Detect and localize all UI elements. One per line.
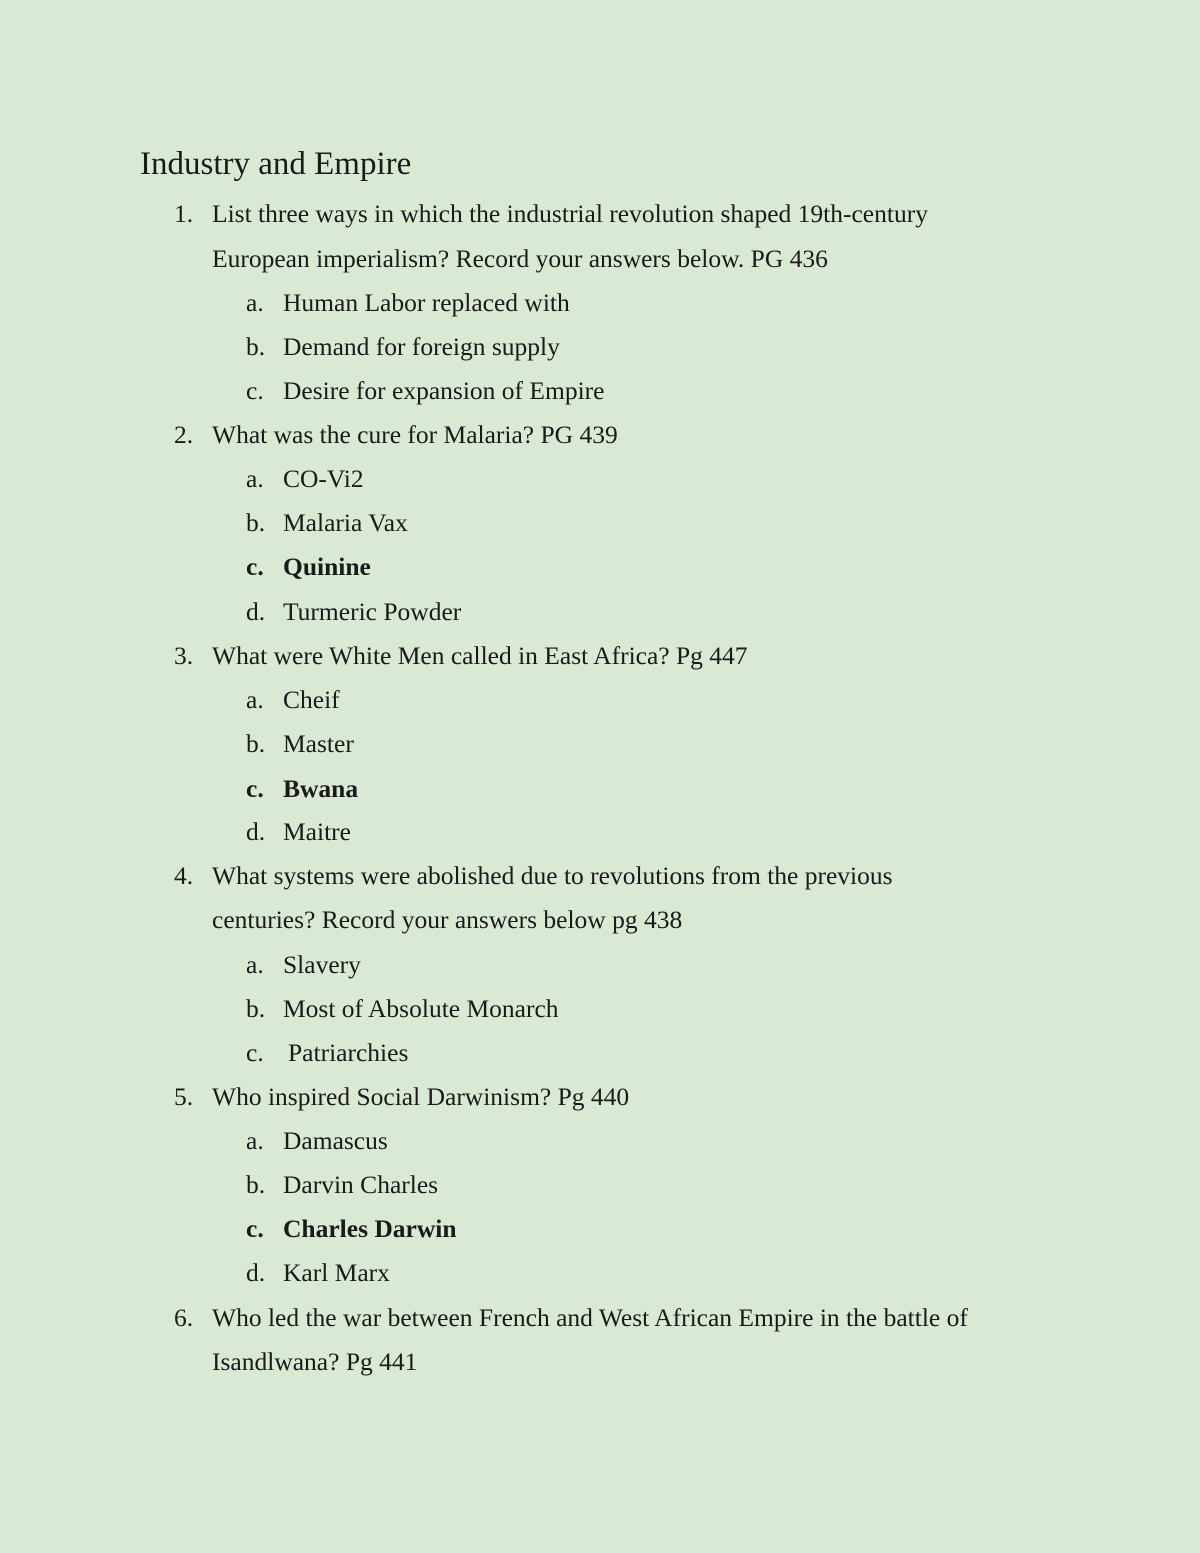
- option-letter: c.: [246, 552, 264, 581]
- question-number: 4.: [174, 861, 194, 890]
- option-letter: c.: [246, 376, 264, 405]
- option-letter: b.: [246, 729, 266, 758]
- option-text: Charles Darwin: [283, 1214, 457, 1243]
- document-title: Industry and Empire: [140, 146, 412, 182]
- question-number: 6.: [174, 1303, 194, 1332]
- question-text: List three ways in which the industrial revolution shaped 19th-century: [212, 199, 928, 228]
- question-text: What were White Men called in East Africa? Pg 447: [212, 641, 748, 670]
- question-number: 3.: [174, 641, 194, 670]
- option-text: Desire for expansion of Empire: [283, 376, 605, 405]
- option-text: Cheif: [283, 685, 340, 714]
- option-text: Malaria Vax: [283, 508, 408, 537]
- question-text: What systems were abolished due to revolutions from the previous: [212, 861, 893, 890]
- question-number: 5.: [174, 1082, 194, 1111]
- question-text: centuries? Record your answers below pg 438: [212, 905, 683, 934]
- option-letter: d.: [246, 1258, 266, 1287]
- option-letter: c.: [246, 1038, 264, 1067]
- question-text: Who inspired Social Darwinism? Pg 440: [212, 1082, 630, 1111]
- option-letter: a.: [246, 1126, 264, 1155]
- option-text: Quinine: [283, 552, 371, 581]
- option-letter: b.: [246, 332, 266, 361]
- option-text: Maitre: [283, 817, 351, 846]
- option-letter: d.: [246, 597, 266, 626]
- option-text: Master: [283, 729, 354, 758]
- option-text: Human Labor replaced with: [283, 288, 570, 317]
- question-text: Who led the war between French and West African Empire in the battle of: [212, 1303, 968, 1332]
- question-text: Isandlwana? Pg 441: [212, 1347, 418, 1376]
- option-text: Bwana: [283, 774, 359, 803]
- option-text: CO-Vi2: [283, 464, 364, 493]
- option-text: Demand for foreign supply: [283, 332, 560, 361]
- option-text: Slavery: [283, 950, 361, 979]
- option-letter: a.: [246, 288, 264, 317]
- question-text: European imperialism? Record your answers below. PG 436: [212, 244, 828, 273]
- option-letter: b.: [246, 1170, 266, 1199]
- option-text: Darvin Charles: [283, 1170, 439, 1199]
- option-text: Turmeric Powder: [283, 597, 462, 626]
- option-letter: a.: [246, 950, 264, 979]
- option-text: Damascus: [283, 1126, 388, 1155]
- question-number: 2.: [174, 420, 194, 449]
- option-text: Karl Marx: [283, 1258, 390, 1287]
- option-letter: b.: [246, 508, 266, 537]
- question-number: 1.: [174, 199, 194, 228]
- option-letter: a.: [246, 685, 264, 714]
- option-letter: a.: [246, 464, 264, 493]
- option-text: Most of Absolute Monarch: [283, 994, 559, 1023]
- option-letter: d.: [246, 817, 266, 846]
- option-text: Patriarchies: [288, 1038, 409, 1067]
- option-letter: c.: [246, 1214, 264, 1243]
- question-text: What was the cure for Malaria? PG 439: [212, 420, 618, 449]
- option-letter: c.: [246, 774, 264, 803]
- option-letter: b.: [246, 994, 266, 1023]
